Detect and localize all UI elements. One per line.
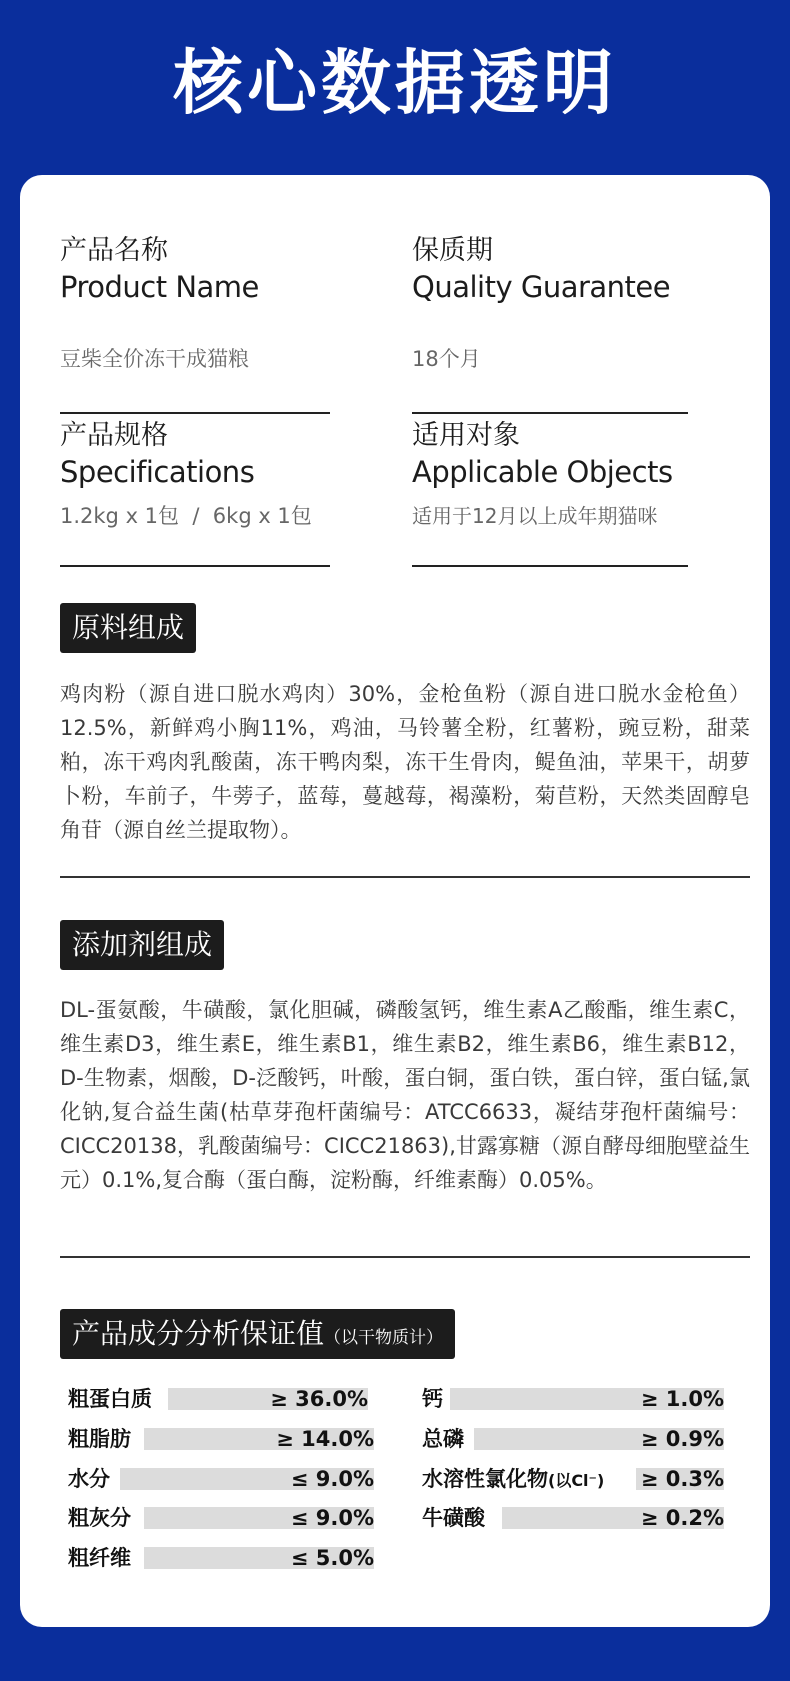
- analysis-row: [422, 1386, 724, 1412]
- ingredients-divider: [60, 876, 750, 878]
- nutrient-name: 粗灰分: [68, 1506, 131, 1530]
- applicable-value: 适用于12月以上成年期猫咪: [412, 504, 658, 528]
- ingredients-title: 原料组成: [60, 603, 196, 653]
- nutrient-name: 粗脂肪: [68, 1427, 131, 1451]
- nutrient-name-main: 水溶性氯化物: [422, 1467, 548, 1491]
- nutrient-value: ≥ 14.0%: [276, 1427, 374, 1451]
- nutrient-value: ≥ 0.9%: [640, 1427, 724, 1451]
- applicable-label-cn: 适用对象: [412, 420, 520, 451]
- product-name-label-en: Product Name: [60, 270, 259, 304]
- nutrient-value: ≤ 9.0%: [290, 1506, 374, 1530]
- nutrient-value: ≤ 5.0%: [290, 1546, 374, 1570]
- nutrient-name: 牛磺酸: [422, 1506, 485, 1530]
- shelf-life-label-cn: 保质期: [412, 235, 493, 266]
- nutrient-name: 水分: [68, 1467, 110, 1491]
- nutrient-name: 总磷: [422, 1427, 464, 1451]
- shelf-life-value: 18个月: [412, 347, 481, 371]
- specifications-label-cn: 产品规格: [60, 420, 168, 451]
- nutrient-value: ≥ 36.0%: [270, 1387, 368, 1411]
- nutrient-name: 粗纤维: [68, 1546, 131, 1570]
- analysis-row: [68, 1386, 368, 1412]
- analysis-title-note: （以干物质计）: [324, 1328, 444, 1348]
- nutrient-value: ≥ 0.2%: [640, 1506, 724, 1530]
- nutrient-value: ≤ 9.0%: [290, 1467, 374, 1491]
- nutrient-name: [422, 1466, 604, 1494]
- specifications-underline: [60, 565, 330, 567]
- additives-text: DL-蛋氨酸，牛磺酸，氯化胆碱，磷酸氢钙，维生素A乙酸酯，维生素C，维生素D3，维生素E，维生素B1，维生素B2，维生素B6，维生素B12，D-生物素，烟酸，D-泛酸钙，叶酸，蛋白铜，蛋白铁，蛋白锌，蛋白锰,氯化钠,复合益生菌(枯草芽孢杆菌编号：ATCC6633，凝结芽孢杆菌编号：CICC20138，乳酸菌编号：CICC21863),甘露寡糖（源自酵母细胞壁益生元）0.1%,复合酶（蛋白酶，淀粉酶，纤维素酶）0.05%。: [60, 998, 750, 1192]
- shelf-life-label-en: Quality Guarantee: [412, 270, 671, 304]
- shelf-life-underline: [412, 412, 688, 414]
- applicable-label-en: Applicable Objects: [412, 455, 673, 489]
- analysis-row: [68, 1466, 374, 1492]
- product-name-value: 豆柴全价冻干成猫粮: [60, 347, 249, 371]
- data-card: [20, 175, 770, 1627]
- specifications-label-en: Specifications: [60, 455, 255, 489]
- specifications-value: 1.2kg x 1包 / 6kg x 1包: [60, 504, 312, 528]
- nutrient-value: ≥ 1.0%: [640, 1387, 724, 1411]
- product-name-underline: [60, 412, 330, 414]
- analysis-row: [68, 1505, 374, 1531]
- additives-title: 添加剂组成: [60, 920, 224, 970]
- nutrient-name-suffix: (以Cl⁻): [548, 1471, 605, 1490]
- analysis-row: [422, 1466, 724, 1492]
- product-name-label-cn: 产品名称: [60, 235, 168, 266]
- nutrient-name: 粗蛋白质: [68, 1387, 152, 1411]
- analysis-row: [68, 1426, 374, 1452]
- specifications-block: [60, 418, 254, 490]
- applicable-underline: [412, 565, 688, 567]
- analysis-row: [422, 1505, 724, 1531]
- analysis-title: [60, 1309, 455, 1359]
- shelf-life-block: [412, 233, 670, 305]
- nutrient-name: 钙: [422, 1387, 443, 1411]
- applicable-block: [412, 418, 673, 490]
- analysis-title-main: 产品成分分析保证值: [72, 1317, 325, 1350]
- nutrient-value: ≥ 0.3%: [640, 1467, 724, 1491]
- ingredients-text: 鸡肉粉（源自进口脱水鸡肉）30%，金枪鱼粉（源自进口脱水金枪鱼）12.5%，新鲜鸡小胸11%，鸡油，马铃薯全粉，红薯粉，豌豆粉，甜菜粕，冻干鸡肉乳酸菌，冻干鸭肉梨，冻干生骨肉，鳀鱼油，苹果干，胡萝卜粉，车前子，牛蒡子，蓝莓，蔓越莓，褐藻粉，菊苣粉，天然类固醇皂角苷（源自丝兰提取物）。: [60, 682, 750, 842]
- analysis-row: [422, 1426, 724, 1452]
- page-title: 核心数据透明: [173, 42, 617, 124]
- product-name-block: [60, 233, 259, 305]
- additives-divider: [60, 1256, 750, 1258]
- analysis-row: [68, 1545, 374, 1571]
